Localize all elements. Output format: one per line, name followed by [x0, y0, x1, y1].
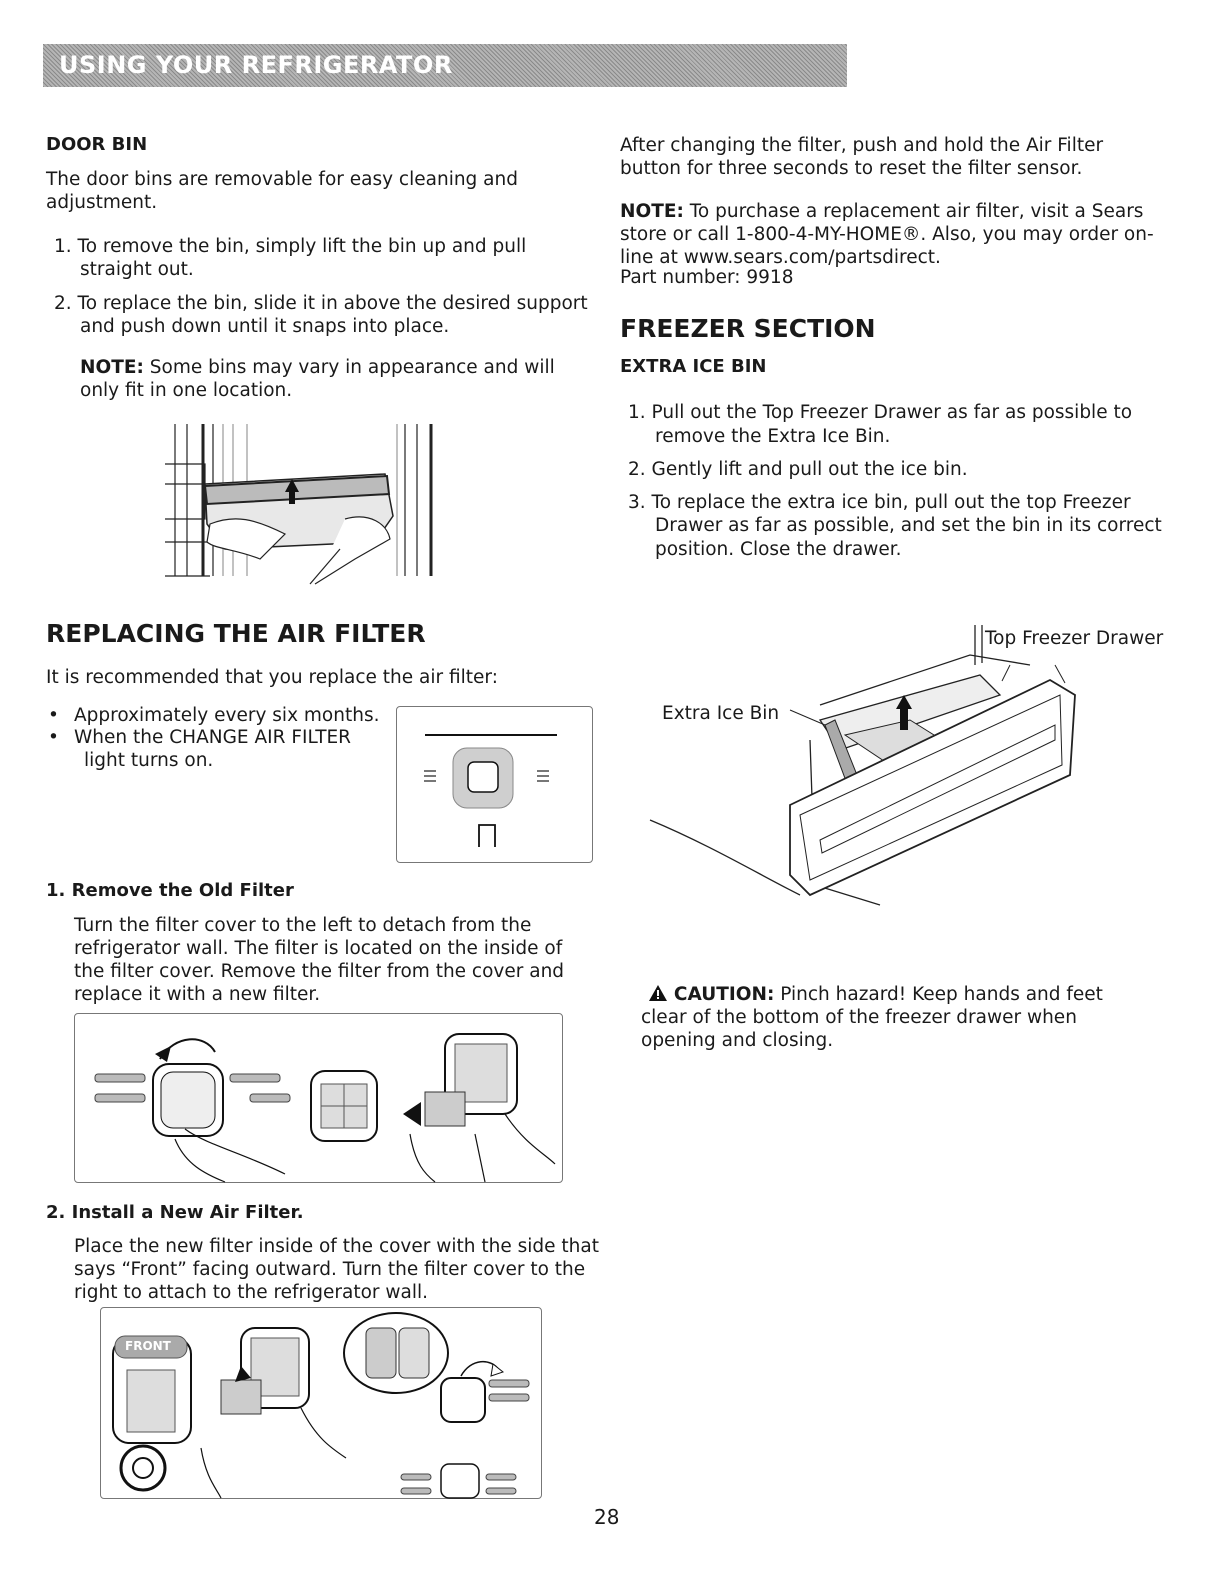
front-label: FRONT	[125, 1339, 171, 1353]
door-bin-note-a: Some bins may vary in appearance and will	[149, 357, 555, 378]
purchase-note-label: NOTE:	[620, 201, 684, 222]
freezer-drawer-illustration	[650, 625, 1080, 910]
air-filter-bullet1: Approximately every six months.	[74, 705, 380, 726]
caution-label: CAUTION:	[673, 984, 775, 1005]
remove-filter-figure	[74, 1013, 563, 1183]
door-bin-intro-2: adjustment.	[46, 192, 158, 213]
door-bin-step1-a: 1. To remove the bin, simply lift the bin up and pull	[54, 236, 527, 257]
door-bin-intro-1: The door bins are removable for easy cleaning and	[46, 169, 518, 190]
step2-title: 2. Install a New Air Filter.	[46, 1202, 304, 1223]
step1-text-a: Turn the filter cover to the left to detach from the	[74, 915, 532, 936]
caution-a: Pinch hazard! Keep hands and feet	[780, 984, 1103, 1005]
warning-icon	[648, 984, 668, 1008]
air-filter-bullet2-bold: CHANGE AIR FILTER	[169, 727, 352, 748]
air-filter-heading: REPLACING THE AIR FILTER	[46, 619, 426, 648]
freezer-step1-b: remove the Extra Ice Bin.	[655, 426, 891, 447]
door-bin-note-line1	[80, 356, 555, 379]
purchase-note-b: store or call 1-800-4-MY-HOME®. Also, you may order on-	[620, 224, 1154, 245]
label-top-freezer-drawer: Top Freezer Drawer	[985, 628, 1164, 649]
door-bin-step2-b: and push down until it snaps into place.	[80, 316, 450, 337]
section-banner	[43, 44, 847, 87]
freezer-heading: FREEZER SECTION	[620, 314, 876, 343]
bullet-dot-1: •	[48, 705, 59, 726]
step1-title: 1. Remove the Old Filter	[46, 880, 294, 901]
page-number: 28	[594, 1505, 620, 1529]
freezer-step3-c: position. Close the drawer.	[655, 539, 902, 560]
freezer-step2: 2. Gently lift and pull out the ice bin.	[628, 459, 968, 480]
step1-text-d: replace it with a new filter.	[74, 984, 321, 1005]
step2-text-a: Place the new filter inside of the cover with the side that	[74, 1236, 599, 1257]
step1-text-c: the filter cover. Remove the filter from the cover and	[74, 961, 565, 982]
door-bin-note-label: NOTE:	[80, 357, 144, 378]
reset-text-b: button for three seconds to reset the filter sensor.	[620, 158, 1083, 179]
bullet-dot-2: •	[48, 727, 59, 748]
freezer-step3-b: Drawer as far as possible, and set the bin in its correct	[655, 515, 1162, 536]
door-bin-heading: DOOR BIN	[46, 134, 148, 155]
purchase-note-a: To purchase a replacement air filter, visit a Sears	[689, 201, 1144, 222]
air-filter-bullet2	[74, 726, 351, 749]
caution-line1	[648, 983, 1103, 1008]
part-number: Part number: 9918	[620, 267, 794, 288]
air-filter-panel-figure	[396, 706, 593, 863]
purchase-note-link[interactable]: line at www.sears.com/partsdirect.	[620, 247, 941, 268]
air-filter-intro: It is recommended that you replace the air filter:	[46, 667, 498, 688]
door-bin-step1-b: straight out.	[80, 259, 194, 280]
step1-text-b: refrigerator wall. The filter is located on the inside of	[74, 938, 563, 959]
banner-title: USING YOUR REFRIGERATOR	[59, 51, 453, 79]
caution-b: clear of the bottom of the freezer drawer when	[641, 1007, 1077, 1028]
label-extra-ice-bin: Extra Ice Bin	[662, 703, 780, 724]
purchase-note-line1	[620, 200, 1143, 223]
door-bin-step2-a: 2. To replace the bin, slide it in above the desired support	[54, 293, 588, 314]
air-filter-bullet2-post: light turns on.	[84, 750, 214, 771]
reset-text-a: After changing the filter, push and hold the Air Filter	[620, 135, 1104, 156]
step2-text-b: says “Front” facing outward. Turn the filter cover to the	[74, 1259, 586, 1280]
freezer-step3-a: 3. To replace the extra ice bin, pull out the top Freezer	[628, 492, 1131, 513]
freezer-step1-a: 1. Pull out the Top Freezer Drawer as far as possible to	[628, 402, 1133, 423]
air-filter-bullet2-pre: When the	[74, 727, 164, 748]
step2-text-c: right to attach to the refrigerator wall.	[74, 1282, 429, 1303]
door-bin-illustration	[165, 424, 450, 584]
install-filter-figure	[100, 1307, 542, 1499]
caution-c: opening and closing.	[641, 1030, 834, 1051]
extra-ice-bin-heading: EXTRA ICE BIN	[620, 356, 767, 377]
door-bin-note-b: only fit in one location.	[80, 380, 293, 401]
